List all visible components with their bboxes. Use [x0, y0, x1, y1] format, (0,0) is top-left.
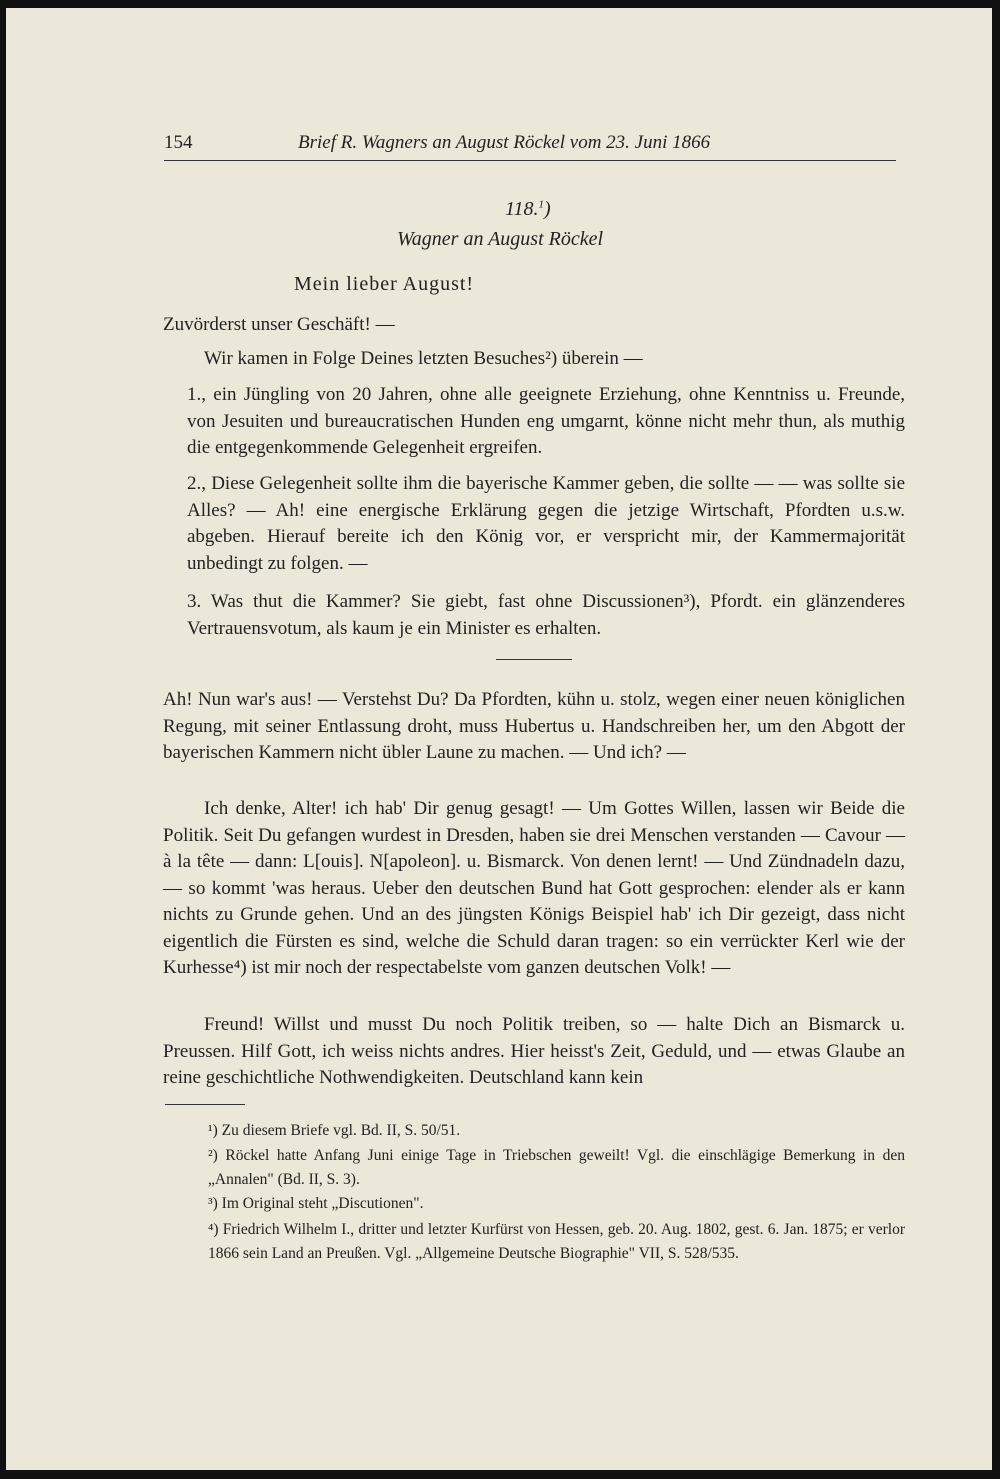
running-header [164, 130, 896, 161]
paragraph-point-2: 2., Diese Gelegenheit sollte ihm die bayerische Kammer geben, die sollte — — was sollte sie Alles? — Ah! eine energische Erklärung gegen die jetzige Wirtschaft, Pfordten u.s.w. abgeben. Hierauf bereite ich den König vor, er verspricht mir, der Kammermajorität unbedingt zu folgen. — [187, 473, 905, 574]
section-divider [496, 659, 572, 660]
footnote-divider [165, 1104, 245, 1105]
footnote-2: ²) Röckel hatte Anfang Juni einige Tage in Triebschen geweilt! Vgl. die einschlägige Bemerkung in den „Annalen" (Bd. II, S. 3). [208, 1147, 905, 1188]
paragraph-7: Ich denke, Alter! ich hab' Dir genug gesagt! — Um Gottes Willen, lassen wir Beide die Politik. Seit Du gefangen wurdest in Dresden, haben sie drei Menschen verstanden — Cavour — à la tête — dann: L[ouis]. N[apoleon]. u. Bismarck. Von denen lernt! — Und Zündnadeln dazu, — so kommt 'was heraus. Ueber den deutschen Bund hat Gott gesprochen: elender als er kann nichts zu Grunde gehen. Und an des jüngsten Königs Beispiel hab' ich Dir gezeigt, dass nicht eigentlich die Fürsten es sind, welche die Schuld daran tragen: so ein verrückter Kerl wie der Kurhesse⁴) ist mir noch der respectabelste vom ganzen deutschen Volk! — [163, 798, 905, 978]
letter-number-text: 118. [505, 198, 539, 220]
footnote-3: ³) Im Original steht „Discutionen". [208, 1195, 424, 1212]
page-number: 154 [164, 132, 193, 153]
salutation: Mein lieber August! [294, 273, 475, 295]
paragraph-point-3: 3. Was thut die Kammer? Sie giebt, fast ohne Discussionen³), Pfordt. ein glänzenderes Vertrauensvotum, als kaum je ein Minister es erhalten. [187, 591, 905, 639]
running-title: Brief R. Wagners an August Röckel vom 23. Juni 1866 [298, 132, 711, 153]
footnote-4: ⁴) Friedrich Wilhelm I., dritter und letzter Kurfürst von Hessen, geb. 20. Aug. 1802, gest. 6. Jan. 1875; er verlor 1866 sein Land an Preußen. Vgl. „Allgemeine Deutsche Biographie" VII, S. 528/535. [208, 1221, 905, 1262]
paragraph-point-1: 1., ein Jüngling von 20 Jahren, ohne alle geeignete Erziehung, ohne Kenntniss u. Freunde, von Jesuiten und bureaucratischen Hunden eng umgarnt, könne nicht mehr thun, als muthig die entgegenkommende Gelegenheit ergreifen. [187, 384, 905, 458]
letter-number: 118.$^1$) [505, 198, 551, 220]
paragraph-2: Wir kamen in Folge Deines letzten Besuches²) überein — [204, 348, 643, 369]
paragraph-6: Ah! Nun war's aus! — Verstehst Du? Da Pfordten, kühn u. stolz, wegen einer neuen königlichen Regung, mit seiner Entlassung droht, muss Hubertus u. Handschreiben her, um den Abgott der bayerischen Kammern nicht übler Laune zu machen. — Und ich? — [163, 689, 905, 763]
footnote-1: ¹) Zu diesem Briefe vgl. Bd. II, S. 50/51. [208, 1122, 461, 1139]
paragraph-8: Freund! Willst und musst Du noch Politik treiben, so — halte Dich an Bismarck u. Preussen. Hilf Gott, ich weiss nichts andres. Hier heisst's Zeit, Geduld, und — etwas Glaube an reine geschichtliche Nothwendigkeiten. Deutschland kann kein [163, 1014, 905, 1088]
paragraph-1: Zuvörderst unser Geschäft! — [163, 314, 395, 335]
letter-heading: Wagner an August Röckel [396, 228, 604, 250]
letter-number-footnote-ref: 1 [538, 198, 545, 211]
